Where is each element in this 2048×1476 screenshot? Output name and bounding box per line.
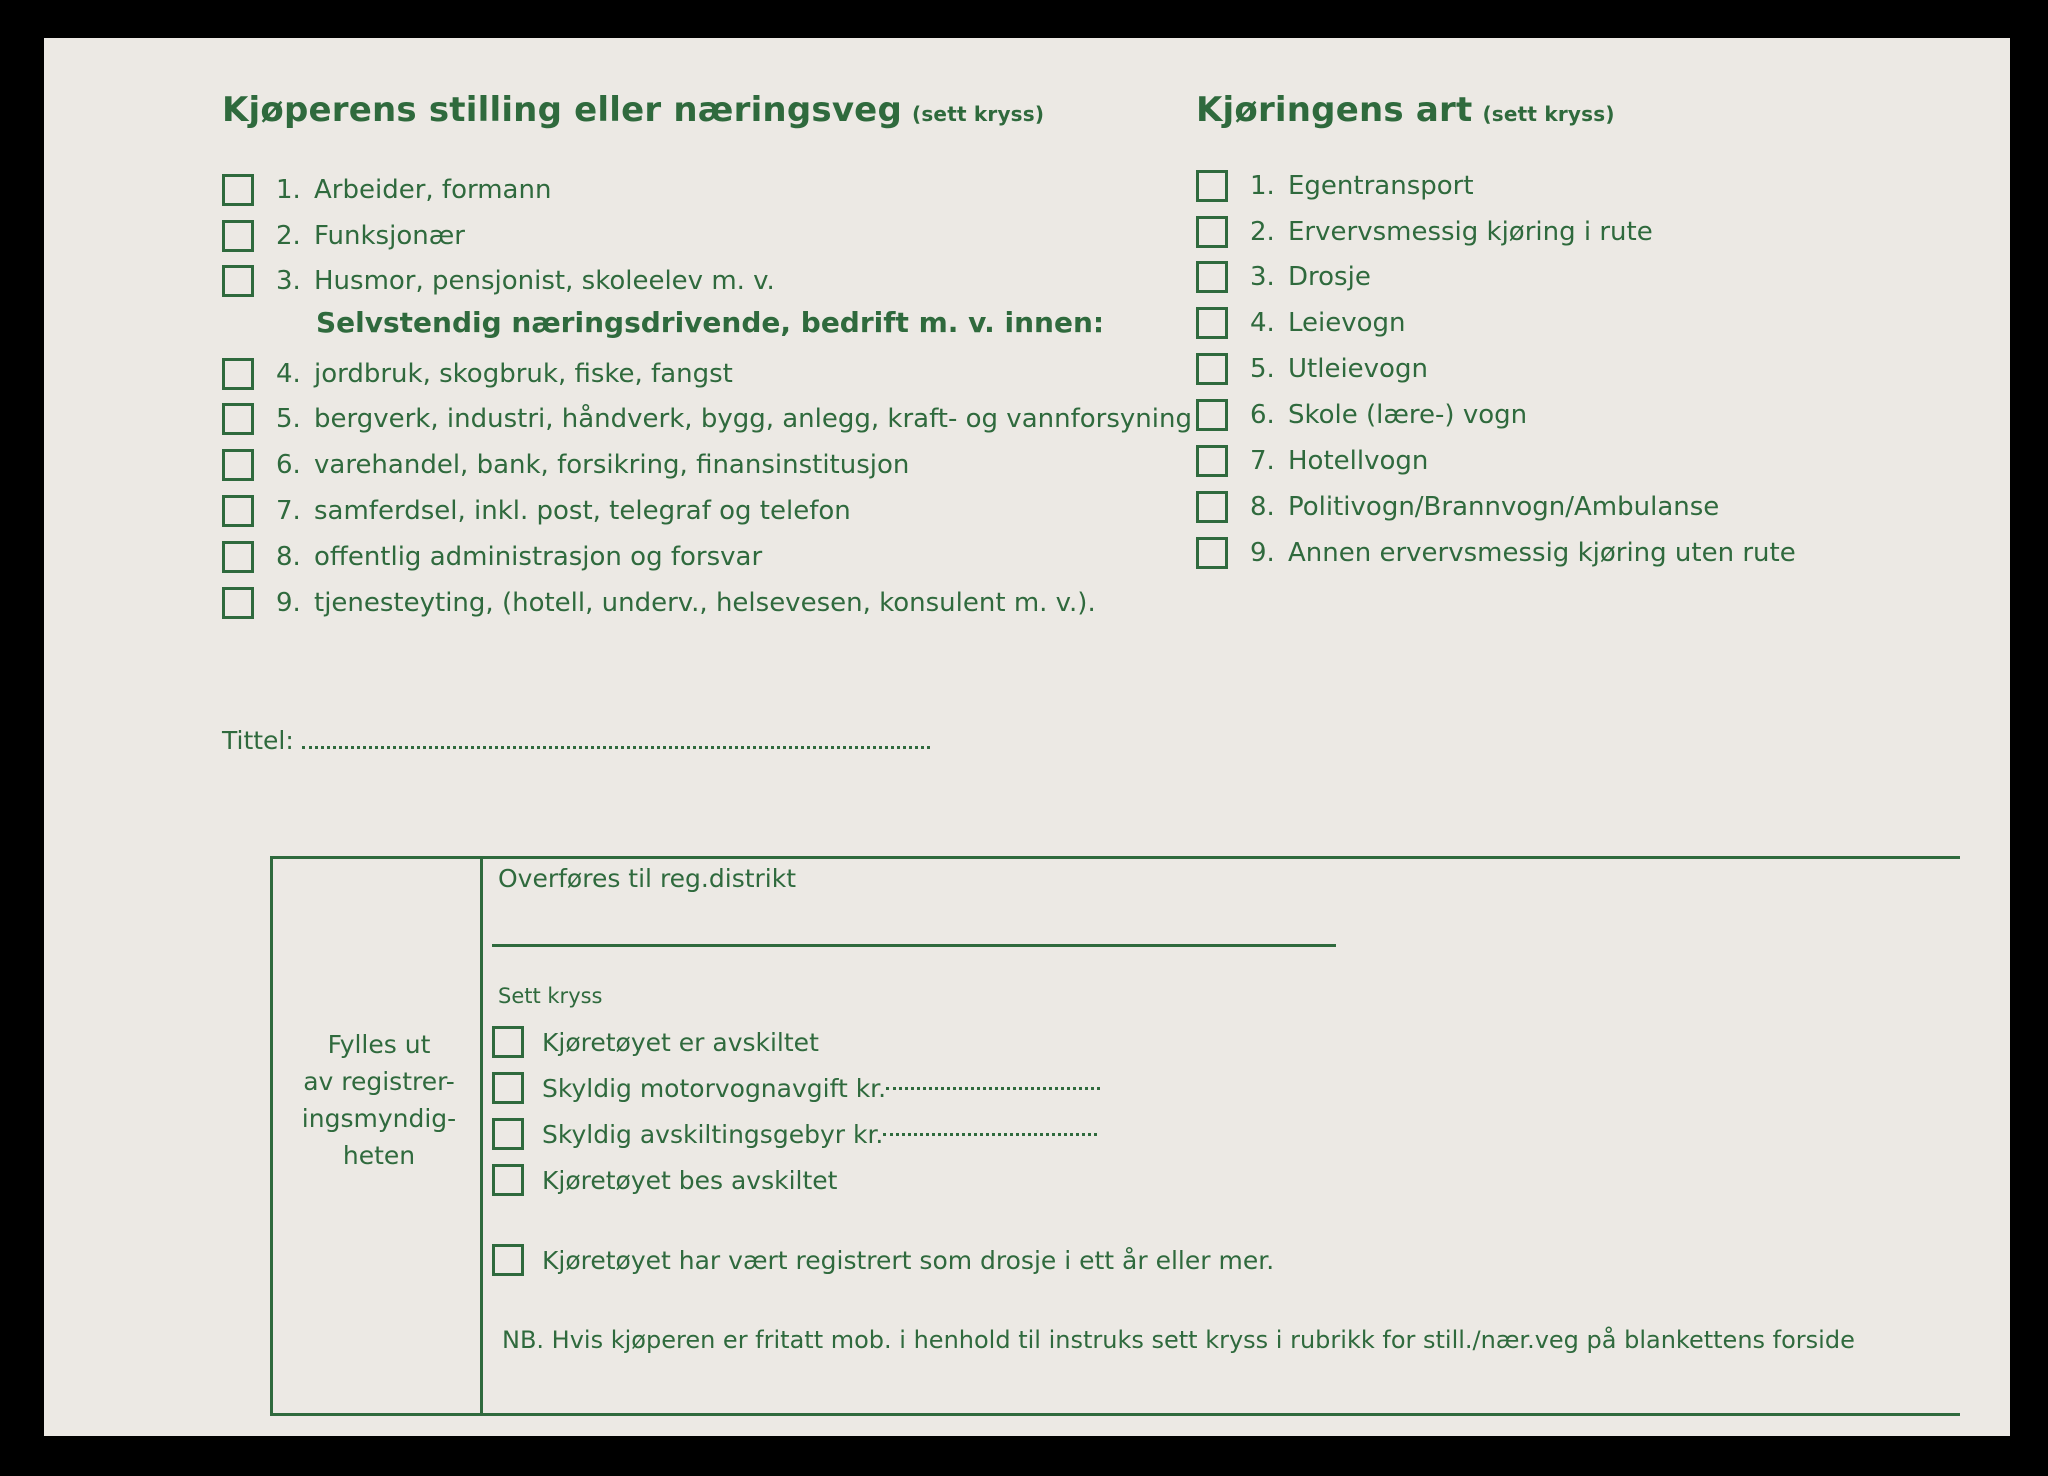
right-item-3[interactable] [1196, 257, 1371, 297]
item-number: 6. [1250, 400, 1275, 430]
frame-left-line [270, 856, 273, 1416]
left-item-4[interactable] [222, 354, 733, 394]
item-label: Annen ervervsmessig kjøring uten rute [1288, 538, 1796, 568]
tittel-dotted-line[interactable] [302, 746, 930, 749]
item-number: 5. [276, 404, 301, 434]
left-item-6[interactable] [222, 445, 909, 485]
item-number: 8. [1250, 492, 1275, 522]
item-number: 1. [276, 175, 301, 205]
check-label: Kjøretøyet er avskiltet [542, 1027, 819, 1057]
item-label: Arbeider, formann [314, 175, 552, 205]
item-number: 9. [1250, 538, 1275, 568]
sett-kryss-label: Sett kryss [498, 984, 603, 1008]
check-bes-avskiltet[interactable] [492, 1162, 837, 1198]
checkbox[interactable] [222, 495, 254, 527]
frame-top-line [270, 856, 1960, 859]
item-label: Drosje [1288, 262, 1371, 292]
item-label: Husmor, pensjonist, skoleelev m. v. [314, 266, 775, 296]
item-number: 2. [276, 221, 301, 251]
item-label: Funksjonær [314, 221, 465, 251]
item-label: samferdsel, inkl. post, telegraf og telefon [314, 496, 851, 526]
side-note-line: heten [342, 1141, 416, 1170]
check-motorvognavgift[interactable] [492, 1070, 1100, 1106]
transfer-label: Overføres til reg.distrikt [498, 864, 797, 893]
item-label: Hotellvogn [1288, 446, 1429, 476]
tittel-label: Tittel: [222, 726, 294, 755]
registration-side-note [284, 1026, 474, 1174]
checkbox[interactable] [222, 403, 254, 435]
item-label: Politivogn/Brannvogn/Ambulanse [1288, 492, 1720, 522]
checkbox[interactable] [1196, 537, 1228, 569]
left-heading-text: Kjøperens stilling eller næringsveg [222, 90, 902, 130]
left-item-7[interactable] [222, 491, 851, 531]
checkbox[interactable] [222, 265, 254, 297]
right-item-4[interactable] [1196, 303, 1406, 343]
checkbox[interactable] [492, 1118, 524, 1150]
form-sheet [44, 38, 2010, 1436]
amount-dotted-line[interactable] [883, 1133, 1097, 1136]
item-label: Ervervsmessig kjøring i rute [1288, 217, 1653, 247]
item-number: 6. [276, 450, 301, 480]
checkbox[interactable] [492, 1026, 524, 1058]
checkbox[interactable] [222, 220, 254, 252]
checkbox[interactable] [1196, 216, 1228, 248]
checkbox[interactable] [222, 358, 254, 390]
item-number: 5. [1250, 354, 1275, 384]
nb-note: NB. Hvis kjøperen er fritatt mob. i henhold til instruks sett kryss i rubrikk for still./nær.veg på blankettens forside [502, 1326, 1855, 1354]
item-number: 7. [1250, 446, 1275, 476]
checkbox[interactable] [1196, 170, 1228, 202]
side-note-line: ingsmyndig- [301, 1104, 457, 1133]
item-label: bergverk, industri, håndverk, bygg, anlegg, kraft- og vannforsyning [314, 404, 1192, 434]
item-number: 3. [1250, 262, 1275, 292]
checkbox[interactable] [1196, 261, 1228, 293]
checkbox[interactable] [1196, 445, 1228, 477]
checkbox[interactable] [1196, 353, 1228, 385]
checkbox[interactable] [1196, 307, 1228, 339]
right-item-6[interactable] [1196, 395, 1527, 435]
left-heading [222, 90, 1044, 130]
transfer-input-line[interactable] [492, 944, 1336, 947]
item-number: 9. [276, 588, 301, 618]
tittel-field[interactable] [222, 726, 930, 755]
item-number: 1. [1250, 171, 1275, 201]
check-label: Skyldig motorvognavgift kr. [542, 1073, 887, 1103]
item-number: 8. [276, 542, 301, 572]
item-label: Leievogn [1288, 308, 1406, 338]
checkbox[interactable] [222, 449, 254, 481]
item-label: jordbruk, skogbruk, fiske, fangst [314, 359, 733, 389]
item-label: Egentransport [1288, 171, 1474, 201]
item-number: 3. [276, 266, 301, 296]
left-item-9[interactable] [222, 583, 1096, 623]
item-number: 4. [1250, 308, 1275, 338]
registration-section [270, 856, 1960, 1416]
left-item-5[interactable] [222, 399, 1192, 439]
checkbox[interactable] [492, 1072, 524, 1104]
checkbox[interactable] [222, 541, 254, 573]
item-number: 2. [1250, 217, 1275, 247]
checkbox[interactable] [222, 174, 254, 206]
checkbox[interactable] [222, 587, 254, 619]
self-employed-subheading: Selvstendig næringsdrivende, bedrift m. v. innen: [316, 306, 1105, 339]
frame-bottom-line [270, 1413, 1960, 1416]
checkbox[interactable] [492, 1164, 524, 1196]
check-label: Kjøretøyet bes avskiltet [542, 1165, 838, 1195]
right-item-9[interactable] [1196, 533, 1796, 573]
check-label: Kjøretøyet har vært registrert som drosje i ett år eller mer. [542, 1245, 1275, 1275]
frame-divider-line [480, 856, 483, 1416]
amount-dotted-line[interactable] [886, 1087, 1100, 1090]
item-label: Skole (lære-) vogn [1288, 400, 1528, 430]
checkbox[interactable] [1196, 491, 1228, 523]
right-heading-note: (sett kryss) [1482, 102, 1615, 126]
check-label: Skyldig avskiltingsgebyr kr. [542, 1119, 884, 1149]
check-avskiltet[interactable] [492, 1024, 819, 1060]
right-heading-text: Kjøringens art [1196, 90, 1473, 130]
left-item-8[interactable] [222, 537, 762, 577]
right-heading [1196, 90, 1615, 130]
left-item-2[interactable] [222, 216, 465, 256]
left-item-3[interactable] [222, 261, 775, 301]
checkbox[interactable] [1196, 399, 1228, 431]
item-label: varehandel, bank, forsikring, finansinstitusjon [314, 450, 910, 480]
right-item-8[interactable] [1196, 487, 1719, 527]
item-number: 7. [276, 496, 301, 526]
item-label: Utleievogn [1288, 354, 1428, 384]
right-item-7[interactable] [1196, 441, 1428, 481]
item-label: offentlig administrasjon og forsvar [314, 542, 763, 572]
left-item-1[interactable] [222, 170, 551, 210]
right-item-5[interactable] [1196, 349, 1428, 389]
right-item-1[interactable] [1196, 166, 1474, 206]
left-heading-note: (sett kryss) [911, 102, 1045, 126]
check-drosje[interactable] [492, 1242, 1274, 1278]
right-item-2[interactable] [1196, 212, 1653, 252]
checkbox[interactable] [492, 1244, 524, 1276]
side-note-line: av registrer- [303, 1067, 455, 1096]
check-avskiltingsgebyr[interactable] [492, 1116, 1097, 1152]
item-number: 4. [276, 359, 301, 389]
side-note-line: Fylles ut [327, 1030, 431, 1059]
item-label: tjenesteyting, (hotell, underv., helsevesen, konsulent m. v.). [314, 588, 1096, 618]
